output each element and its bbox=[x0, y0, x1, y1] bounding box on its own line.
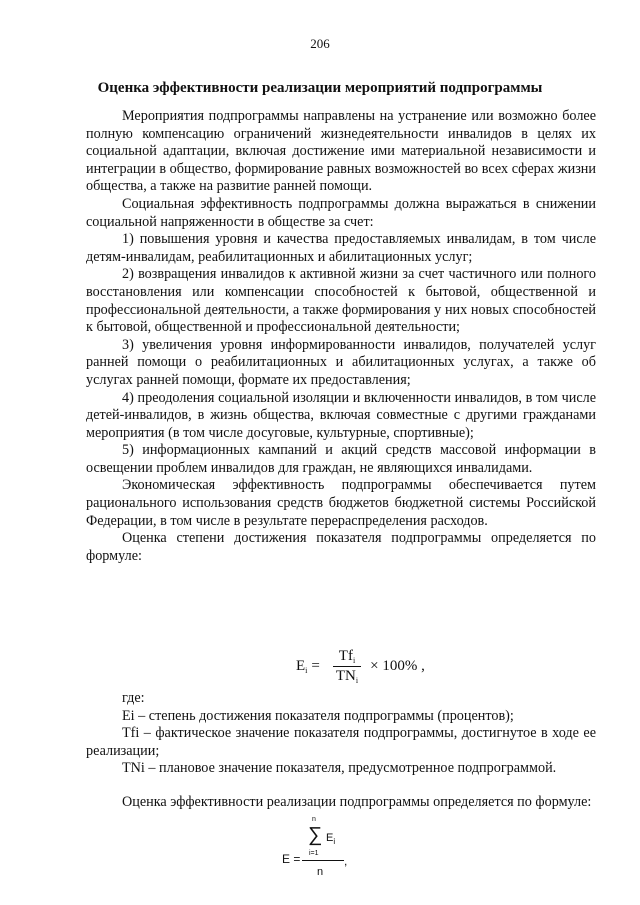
sum-term: $E_i$ bbox=[326, 832, 336, 846]
efficiency-formula bbox=[282, 816, 362, 886]
formula-fraction bbox=[330, 648, 364, 685]
formula-lhs: $E_i$ bbox=[296, 657, 308, 675]
closing-text bbox=[86, 794, 596, 812]
formula-denominator: $TN_i$ bbox=[335, 667, 359, 685]
formula-lhs: E = bbox=[282, 852, 301, 866]
fraction-bar bbox=[302, 860, 344, 861]
body-text bbox=[86, 108, 596, 565]
paragraph: Социальная эффективность подпрограммы должна выражаться в снижении социальной напряженности в обществе за счет: bbox=[86, 195, 596, 230]
formula-definitions bbox=[86, 690, 596, 778]
formula-equals: = bbox=[311, 657, 320, 674]
definition-line: TNi – плановое значение показателя, предусмотренное подпрограммой. bbox=[122, 760, 557, 777]
definition-line: где: bbox=[122, 690, 145, 706]
list-item: 3) увеличения уровня информированности инвалидов, получателей услуг ранней помощи о реабилитационных и абилитационных услугах, а также об услугах ранней помощи, формате их предоставления; bbox=[86, 336, 596, 388]
list-item: 4) преодоления социальной изоляции и включенности инвалидов, в том числе детей-инвалидов, в жизнь общества, включая совместные с другими гражданами мероприятия (в том числе досуговые, культурные, спортивные); bbox=[86, 389, 596, 441]
list-item: 1) повышения уровня и качества предоставляемых инвалидам, в том числе детям-инвалидам, реабилитационных и абилитационных услуг; bbox=[86, 231, 596, 265]
achievement-formula bbox=[296, 645, 425, 687]
definition-line: Ei – степень достижения показателя подпрограммы (процентов); bbox=[122, 707, 514, 724]
formula-denominator: n bbox=[317, 866, 324, 878]
sum-lower-limit: i=1 bbox=[309, 850, 319, 857]
paragraph: Мероприятия подпрограммы направлены на устранение или возможно более полную компенсацию ограничений жизнедеятельности инвалидов в целях их социальной адаптации, включая достижение ими материальной независимости и интеграции в общество, формирование равных возможностей во всех сферах жизни общества, а также на развитие ранней помощи. bbox=[86, 108, 596, 195]
list-item: 2) возвращения инвалидов к активной жизни за счет частичного или полного восстановления или компенсации способностей к бытовой, общественной и профессиональной деятельности, а также формирования у них новых способностей к бытовой, общественной и профессиональной деятельности; bbox=[86, 266, 596, 336]
page-number: 206 bbox=[310, 36, 330, 51]
definition-line: Tfi – фактическое значение показателя подпрограммы, достигнутое в ходе ее реализации; bbox=[86, 725, 596, 759]
list-item: 5) информационных кампаний и акций средств массовой информации в освещении проблем инвалидов для граждан, не являющихся инвалидами. bbox=[86, 442, 596, 476]
paragraph: Оценка эффективности реализации подпрограммы определяется по формуле: bbox=[122, 794, 592, 810]
sum-upper-limit: n bbox=[312, 816, 316, 823]
formula-rhs: × 100% , bbox=[370, 657, 425, 674]
formula-numerator: $Tf_i$ bbox=[333, 648, 361, 667]
paragraph: Экономическая эффективность подпрограммы обеспечивается путем рационального использования средств бюджетов бюджетной системы Российской Федерации, в том числе в результате перераспределения расходов. bbox=[86, 477, 596, 529]
paragraph: Оценка степени достижения показателя подпрограммы определяется по формуле: bbox=[86, 530, 596, 564]
formula-comma: , bbox=[344, 854, 348, 868]
section-title: Оценка эффективности реализации мероприятий подпрограммы bbox=[97, 80, 543, 96]
sum-symbol: ∑ bbox=[308, 824, 323, 846]
